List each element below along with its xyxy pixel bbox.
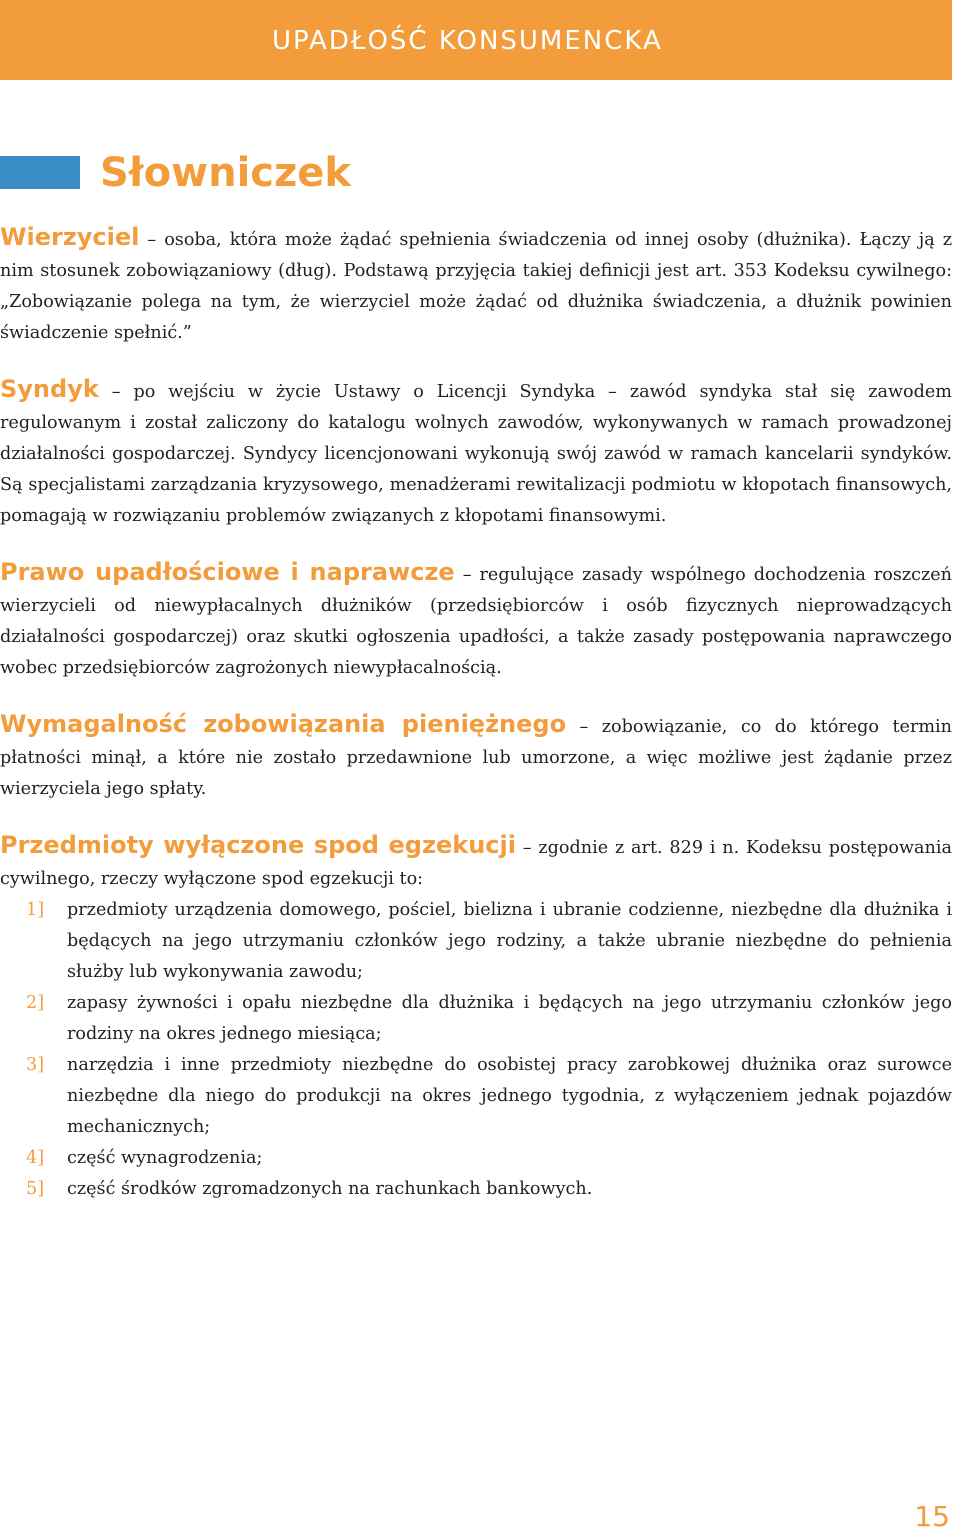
list-item	[0, 988, 952, 1050]
glossary-entry-syndyk	[0, 374, 952, 532]
glossary-entry-prawo-upadlosciowe	[0, 557, 952, 684]
list-item	[0, 895, 952, 988]
title-marker	[0, 156, 80, 189]
glossary-definition: – osoba, która może żądać spełnienia świadczenia od innej osoby (dłużnika). Łączy ją z nim stosunek zobowiązaniowy (dług). Podstawą przyjęcia takiej definicji jest art. 353 Kodeksu cywilnego: „Zobowiązanie polega na tym, że wierzyciel może żądać od dłużnika świadczenia, a dłużnik powinien świadczenie spełnić.”	[0, 230, 953, 343]
list-item-number: 2]	[26, 993, 45, 1013]
list-item-number: 1]	[26, 900, 45, 920]
list-item	[0, 1050, 952, 1143]
list-item-number: 3]	[26, 1055, 45, 1075]
glossary-definition: – zobowiązanie, co do którego termin płatności minął, a które nie zostało przedawnione lub umorzone, a więc możliwe jest żądanie przez wierzyciela jego spłaty.	[0, 717, 953, 799]
glossary-content	[0, 222, 952, 1205]
glossary-entry-wierzyciel	[0, 222, 952, 349]
list-item-text: narzędzia i inne przedmioty niezbędne do osobistej pracy zarobkowej dłużnika oraz surowce niezbędne dla niego do produkcji na okres jednego tygodnia, z wyłączeniem jednak pojazdów mechanicznych;	[67, 1055, 952, 1137]
list-item	[0, 1143, 952, 1174]
exempt-items-list	[0, 895, 952, 1205]
glossary-definition: – po wejściu w życie Ustawy o Licencji Syndyka – zawód syndyka stał się zawodem regulowanym i został zaliczony do katalogu wolnych zawodów, wykonywanych w ramach prowadzonej działalności gospodarczej. Syndycy licencjonowani wykonują swój zawód w ramach kancelarii syndyków. Są specjalistami zarządzania kryzysowego, menadżerami rewitalizacji podmiotu w kłopotach finansowych, pomagają w rozwiązaniu problemów związanych z kłopotami finansowymi.	[0, 382, 952, 526]
list-item-number: 5]	[26, 1179, 45, 1199]
glossary-term: Syndyk	[0, 375, 99, 403]
list-item-text: przedmioty urządzenia domowego, pościel, bielizna i ubranie codzienne, niezbędne dla dłużnika i będących na jego utrzymaniu członków jego rodziny, a także ubranie niezbędne do pełnienia służby lub wykonywania zawodu;	[67, 900, 952, 982]
header-title: UPADŁOŚĆ KONSUMENCKA	[272, 26, 663, 56]
list-item-text: zapasy żywności i opału niezbędne dla dłużnika i będących na jego utrzymaniu członków jego rodziny na okres jednego miesiąca;	[67, 993, 952, 1044]
list-item-text: część środków zgromadzonych na rachunkach bankowych.	[67, 1179, 593, 1199]
glossary-term: Wymagalność zobowiązania pieniężnego	[0, 710, 567, 738]
glossary-entry-wymagalnosc	[0, 709, 952, 805]
list-item-text: część wynagrodzenia;	[67, 1148, 263, 1168]
glossary-term: Wierzyciel	[0, 223, 140, 251]
page-number: 15	[914, 1500, 950, 1533]
glossary-definition: – zgodnie z art. 829 i n. Kodeksu postępowania cywilnego, rzeczy wyłączone spod egzekucji to:	[0, 838, 952, 889]
list-item-number: 4]	[26, 1148, 45, 1168]
glossary-term: Prawo upadłościowe i naprawcze	[0, 558, 455, 586]
page-title: Słowniczek	[100, 150, 351, 196]
header-bar	[0, 0, 952, 80]
glossary-entry-przedmioty	[0, 830, 952, 895]
glossary-term: Przedmioty wyłączone spod egzekucji	[0, 831, 516, 859]
glossary-definition: – regulujące zasady wspólnego dochodzenia roszczeń wierzycieli od niewypłacalnych dłużników (przedsiębiorców i osób fizycznych nieprowadzących działalności gospodarczej) oraz skutki ogłoszenia upadłości, a także zasady postępowania naprawczego wobec przedsiębiorców zagrożonych niewypłacalnością.	[0, 565, 952, 678]
list-item	[0, 1174, 952, 1205]
